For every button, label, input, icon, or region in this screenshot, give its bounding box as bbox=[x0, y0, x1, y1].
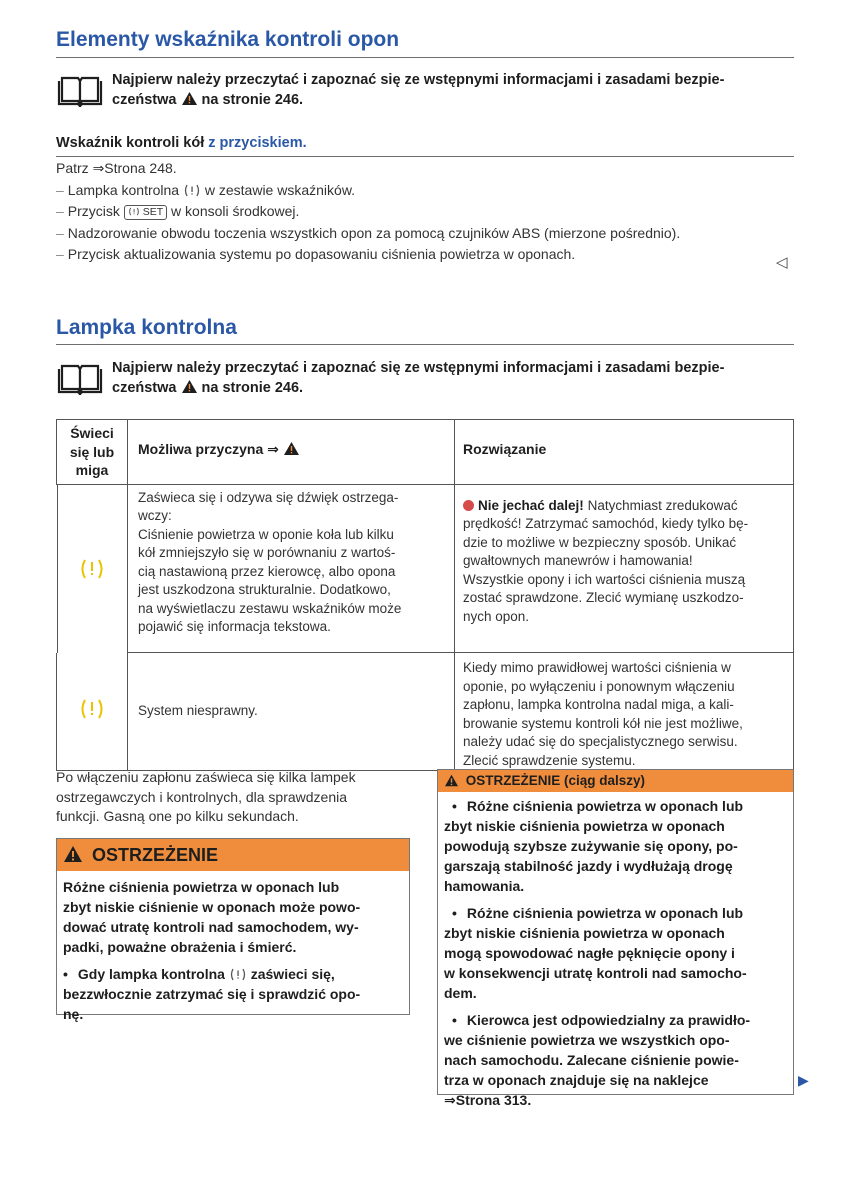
warning-box-continued bbox=[437, 769, 794, 1108]
intro-line-2: czeństwa na stronie 246. bbox=[112, 92, 304, 108]
intro-line-1: Najpierw należy przeczytać i zapoznać się ze wstępnymi informacjami i zasadami bezpie- bbox=[112, 72, 725, 88]
heading-rule bbox=[56, 344, 794, 345]
solution-cell: Nie jechać dalej! Natychmiast zredukować prędkość! Zatrzymać samochód, kiedy tylko bę- dzie to możliwe w bezpieczny sposób. Unikać gwałtownych manewrów i hamowania! Wszystkie opony i ich wartości ciśnienia muszą zostać sprawdzone. Zlecić wymianę uszkodzo- nych opon. bbox=[455, 484, 794, 653]
heading-rule bbox=[56, 57, 794, 58]
intro-line-1: Najpierw należy przeczytać i zapoznać się ze wstępnymi informacjami i zasadami bezpie- bbox=[112, 360, 725, 376]
warning-bullet: • Kierowca jest odpowiedzialny za prawidło- we ciśnienie powietrza we wszystkich opo- nach samochodu. Zalecane ciśnienie powie- trza w oponach znajduje się na naklejce ⇒Strona 313. bbox=[444, 1010, 787, 1110]
table-row bbox=[57, 484, 794, 653]
tire-pressure-lamp-icon bbox=[79, 698, 105, 720]
list-item: – Lampka kontrolna w zestawie wskaźników. bbox=[56, 181, 356, 198]
next-page-arrow-icon[interactable]: ▶ bbox=[798, 1072, 809, 1088]
subheading-wheel-control: Wskaźnik kontroli kół z przyciskiem. bbox=[56, 135, 307, 151]
see-page-link[interactable]: Patrz ⇒Strona 248. bbox=[56, 160, 177, 176]
list-item: – Przycisk SET w konsoli środkowej. bbox=[56, 203, 300, 219]
cause-cell: System niesprawny. bbox=[128, 653, 455, 771]
warning-bullet: • Różne ciśnienia powietrza w oponach lub zbyt niskie ciśnienia powietrza w oponach mogą spowodować nagłe pęknięcie opony i w konsekwencji utratę kontroli nad samocho- dem. bbox=[444, 905, 747, 1001]
tire-pressure-lamp-icon bbox=[229, 968, 247, 981]
intro-line-2: czeństwa na stronie 246. bbox=[112, 380, 304, 396]
intro-note-2 bbox=[112, 358, 792, 398]
warning-lamp-table bbox=[56, 419, 794, 771]
set-button-key: SET bbox=[124, 205, 167, 220]
lamp-cell bbox=[57, 653, 128, 771]
warning-body: Różne ciśnienia powietrza w oponach lub zbyt niskie ciśnienie w oponach może powo- dować utratę kontroli nad samochodem, wy- padki, poważne obrażenia i śmierć. • Gdy lampka kontrolna zaświeci się, bezzwłocznie zatrzymać się i sprawdzić opo- nę. bbox=[57, 871, 409, 1024]
intro-note-1 bbox=[112, 70, 792, 110]
book-icon bbox=[57, 75, 103, 107]
lamp-cell bbox=[57, 485, 128, 653]
section-heading-elements: Elementy wskaźnika kontroli opon bbox=[56, 28, 400, 51]
ignition-paragraph: Po włączeniu zapłonu zaświeca się kilka lampek ostrzegawczych i kontrolnych, dla sprawdzenia funkcji. Gasną one po kilku sekundach. bbox=[56, 769, 356, 824]
warning-bullet: • Gdy lampka kontrolna zaświeci się, bbox=[63, 966, 335, 982]
warning-body bbox=[438, 792, 793, 1110]
warning-triangle-icon bbox=[63, 845, 83, 863]
header-lamp: Świeci się lub miga bbox=[57, 420, 128, 485]
section-heading-lamp: Lampka kontrolna bbox=[56, 316, 237, 339]
warning-bullet: • Różne ciśnienia powietrza w oponach lub zbyt niskie ciśnienia powietrza w oponach powodują szybsze zużywanie się opony, po- garszają stabilność jazdy i wydłużają drogę hamowania. bbox=[444, 798, 744, 894]
tire-pressure-lamp-icon bbox=[183, 184, 201, 197]
warning-triangle-icon bbox=[283, 441, 300, 456]
stop-icon bbox=[463, 500, 474, 511]
warning-triangle-icon bbox=[181, 91, 198, 106]
book-icon bbox=[57, 363, 103, 395]
solution-cell: Kiedy mimo prawidłowej wartości ciśnienia w oponie, po wyłączeniu i ponownym włączeniu zapłonu, lampka kontrolna nadal miga, a kali- browanie systemu kontroli kół nie jest możliwe, należy udać się do specjalistycznego serwisu. Zlecić sprawdzenie systemu. bbox=[455, 653, 794, 771]
elements-list bbox=[56, 158, 680, 266]
warning-triangle-icon bbox=[444, 774, 459, 787]
warning-header: OSTRZEŻENIE bbox=[57, 839, 409, 871]
warning-header: OSTRZEŻENIE (ciąg dalszy) bbox=[438, 770, 793, 792]
table-header-row bbox=[57, 420, 794, 485]
subheading-rule bbox=[56, 156, 794, 157]
list-item: – Nadzorowanie obwodu toczenia wszystkich opon za pomocą czujników ABS (mierzone pośrednio). bbox=[56, 224, 681, 241]
list-item: – Przycisk aktualizowania systemu po dopasowaniu ciśnienia powietrza w oponach. bbox=[56, 246, 576, 262]
section-end-marker: ◁ bbox=[776, 254, 788, 271]
tire-pressure-lamp-icon bbox=[79, 558, 105, 580]
tire-pressure-lamp-icon bbox=[128, 207, 140, 216]
warning-box bbox=[56, 838, 410, 1022]
page-reference-link[interactable]: ⇒Strona 313. bbox=[444, 1092, 532, 1108]
warning-triangle-icon bbox=[181, 379, 198, 394]
header-solution: Rozwiązanie bbox=[455, 420, 794, 485]
header-cause: Możliwa przyczyna ⇒ bbox=[128, 420, 455, 485]
cause-cell: Zaświeca się i odzywa się dźwięk ostrzega- wczy: Ciśnienie powietrza w oponie koła lub kilku kół zmniejszyło się w porównaniu z wartoś- cią nastawioną przez kierowcę, albo opona jest uszkodzona strukturalnie. Dodatkowo, na wyświetlaczu zestawu wskaźników może pojawić się informacja tekstowa. bbox=[128, 484, 455, 653]
table-row bbox=[57, 653, 794, 771]
